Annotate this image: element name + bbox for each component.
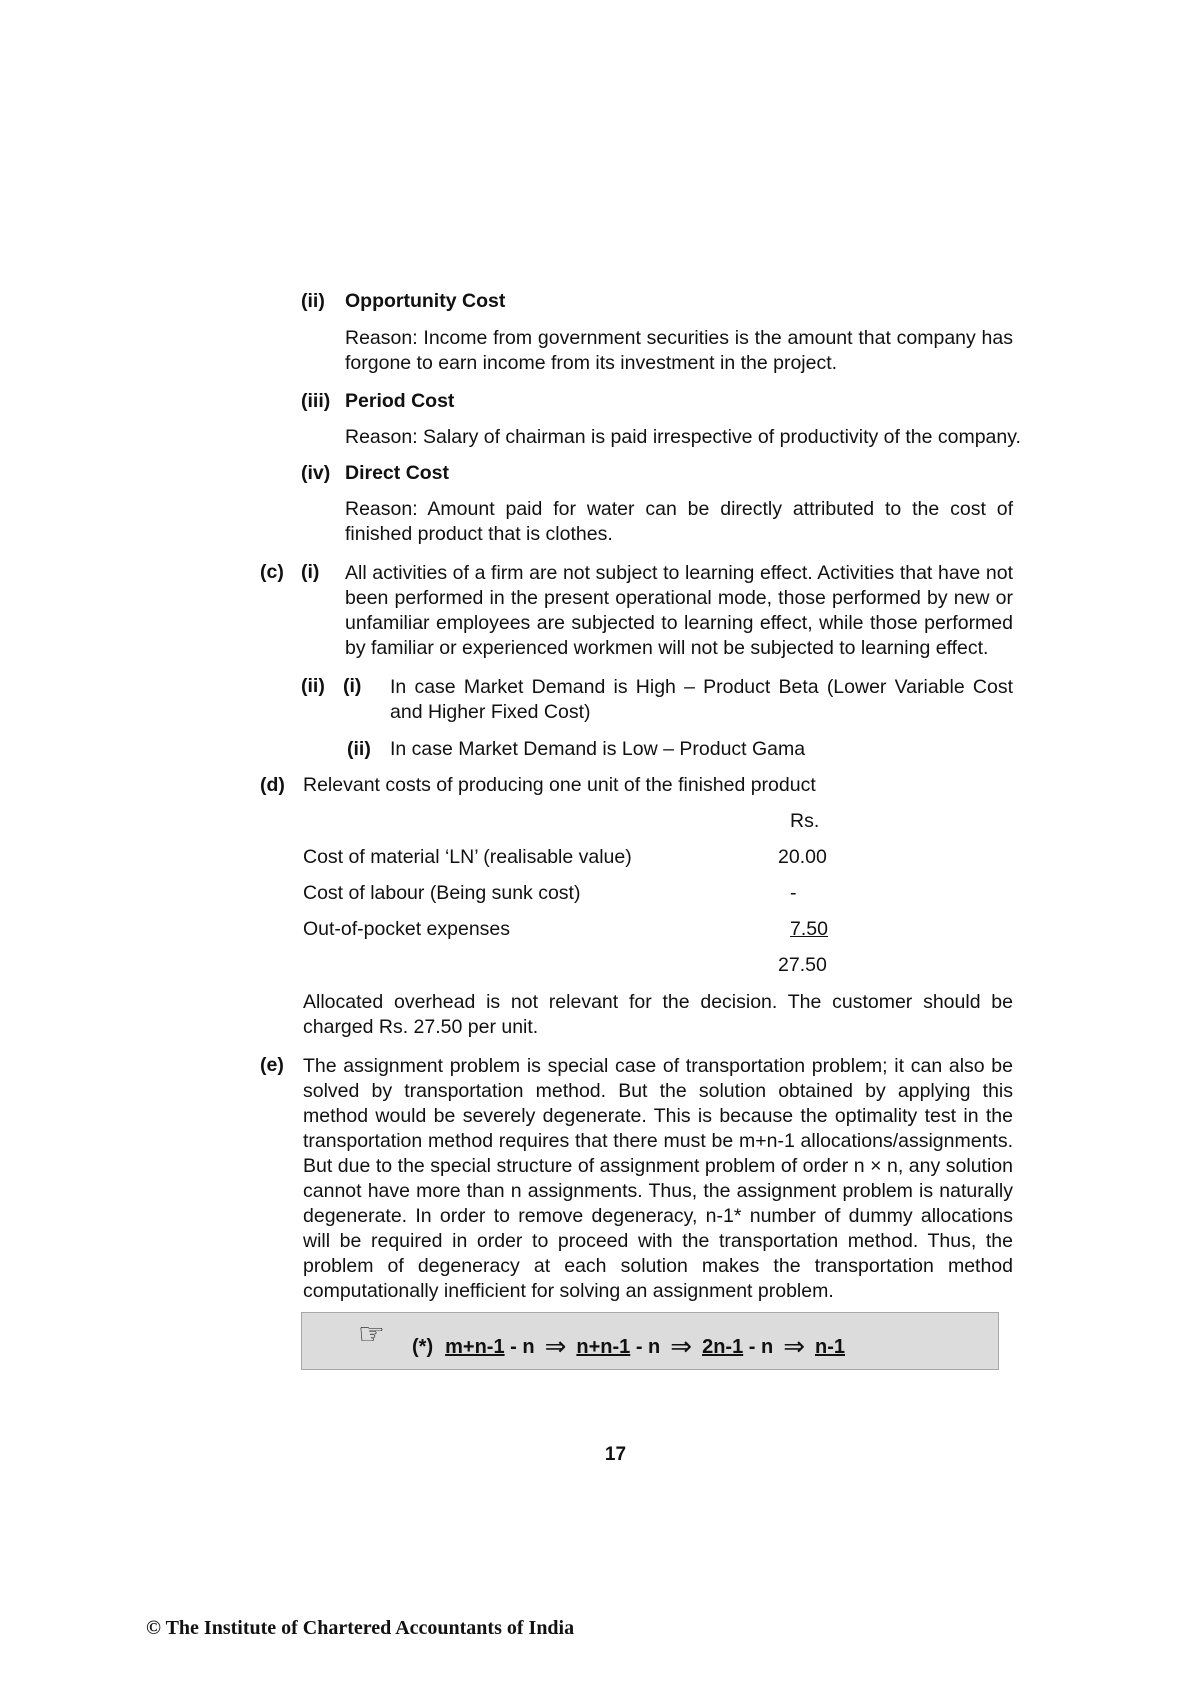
- formula-term: 2n-1: [702, 1336, 744, 1358]
- learning-effect-paragraph: All activities of a firm are not subject to learning effect. Activities that have not been performed in the present operational mode, those performed by new or unfamiliar employees are subjected to learning effect, while those performed by familiar or experienced workmen will not be subjected to learning effect.: [345, 562, 1013, 659]
- item-number: (ii): [301, 675, 325, 697]
- formula-term: m+n-1: [445, 1336, 505, 1358]
- section-heading: Opportunity Cost: [345, 290, 506, 312]
- footnote-marker: (*): [412, 1336, 434, 1358]
- cost-row-amount: 20.00: [778, 846, 827, 868]
- section-label: (e): [260, 1054, 284, 1076]
- cost-row-label: Cost of labour (Being sunk cost): [303, 882, 581, 904]
- formula-term: - n: [630, 1336, 661, 1358]
- formula-term: n-1: [815, 1336, 845, 1358]
- currency-header: Rs.: [790, 810, 820, 832]
- cost-row-amount: 7.50: [790, 918, 828, 940]
- section-label: (c): [260, 561, 284, 583]
- cost-row-label: Cost of material ‘LN’ (realisable value): [303, 846, 632, 868]
- formula-term: n+n-1: [576, 1336, 631, 1358]
- market-low-paragraph: In case Market Demand is Low – Product Gama: [390, 738, 806, 760]
- reason-paragraph: Reason: Amount paid for water can be directly attributed to the cost of finished product that is clothes.: [345, 498, 1013, 545]
- page-number: 17: [604, 1444, 627, 1465]
- reason-paragraph: Reason: Income from government securities is the amount that company has forgone to earn income from its investment in the project.: [345, 327, 1013, 374]
- section-label: (d): [260, 774, 285, 796]
- section-heading: Direct Cost: [345, 462, 450, 484]
- implies-arrow: ⇒: [544, 1331, 567, 1361]
- implies-arrow: ⇒: [783, 1331, 805, 1361]
- footer-copyright: © The Institute of Chartered Accountants of India: [146, 1617, 575, 1639]
- item-number: (i): [301, 561, 320, 583]
- degeneracy-formula: [412, 1329, 845, 1360]
- footnote-box: [301, 1312, 999, 1370]
- item-number: (ii): [301, 290, 325, 312]
- cost-conclusion: Allocated overhead is not relevant for the decision. The customer should be charged Rs. 27.50 per unit.: [303, 991, 1013, 1038]
- item-number: (iii): [301, 390, 331, 412]
- cost-table-intro: Relevant costs of producing one unit of the finished product: [303, 774, 816, 796]
- cost-row-label: Out-of-pocket expenses: [303, 918, 511, 940]
- item-number: (iv): [301, 462, 331, 484]
- section-heading: Period Cost: [345, 390, 455, 412]
- cost-total: 27.50: [778, 954, 827, 976]
- formula-term: - n: [504, 1336, 535, 1358]
- sub-item-number: (i): [343, 675, 362, 697]
- cost-row-amount: -: [790, 882, 797, 904]
- sub-item-number: (ii): [347, 738, 371, 760]
- market-high-paragraph: In case Market Demand is High – Product Beta (Lower Variable Cost and Higher Fixed Cost): [390, 676, 1013, 723]
- reason-paragraph: Reason: Salary of chairman is paid irrespective of productivity of the company.: [345, 426, 1021, 448]
- pointing-hand-icon: ☞: [358, 1318, 385, 1351]
- implies-arrow: ⇒: [670, 1331, 693, 1361]
- assignment-paragraph: The assignment problem is special case of transportation problem; it can also be solved by transportation method. But the solution obtained by applying this method would be severely degenerate. This is because the optimality test in the transportation method requires that there must be m+n-1 allocations/assignments. But due to the special structure of assignment problem of order n × n, any solution cannot have more than n assignments. Thus, the assignment problem is naturally degenerate. In order to remove degeneracy, n-1* number of dummy allocations will be required in order to proceed with the transportation method. Thus, the problem of degeneracy at each solution makes the transportation method computationally inefficient for solving an assignment problem.: [303, 1055, 1013, 1302]
- formula-term: - n: [743, 1336, 774, 1358]
